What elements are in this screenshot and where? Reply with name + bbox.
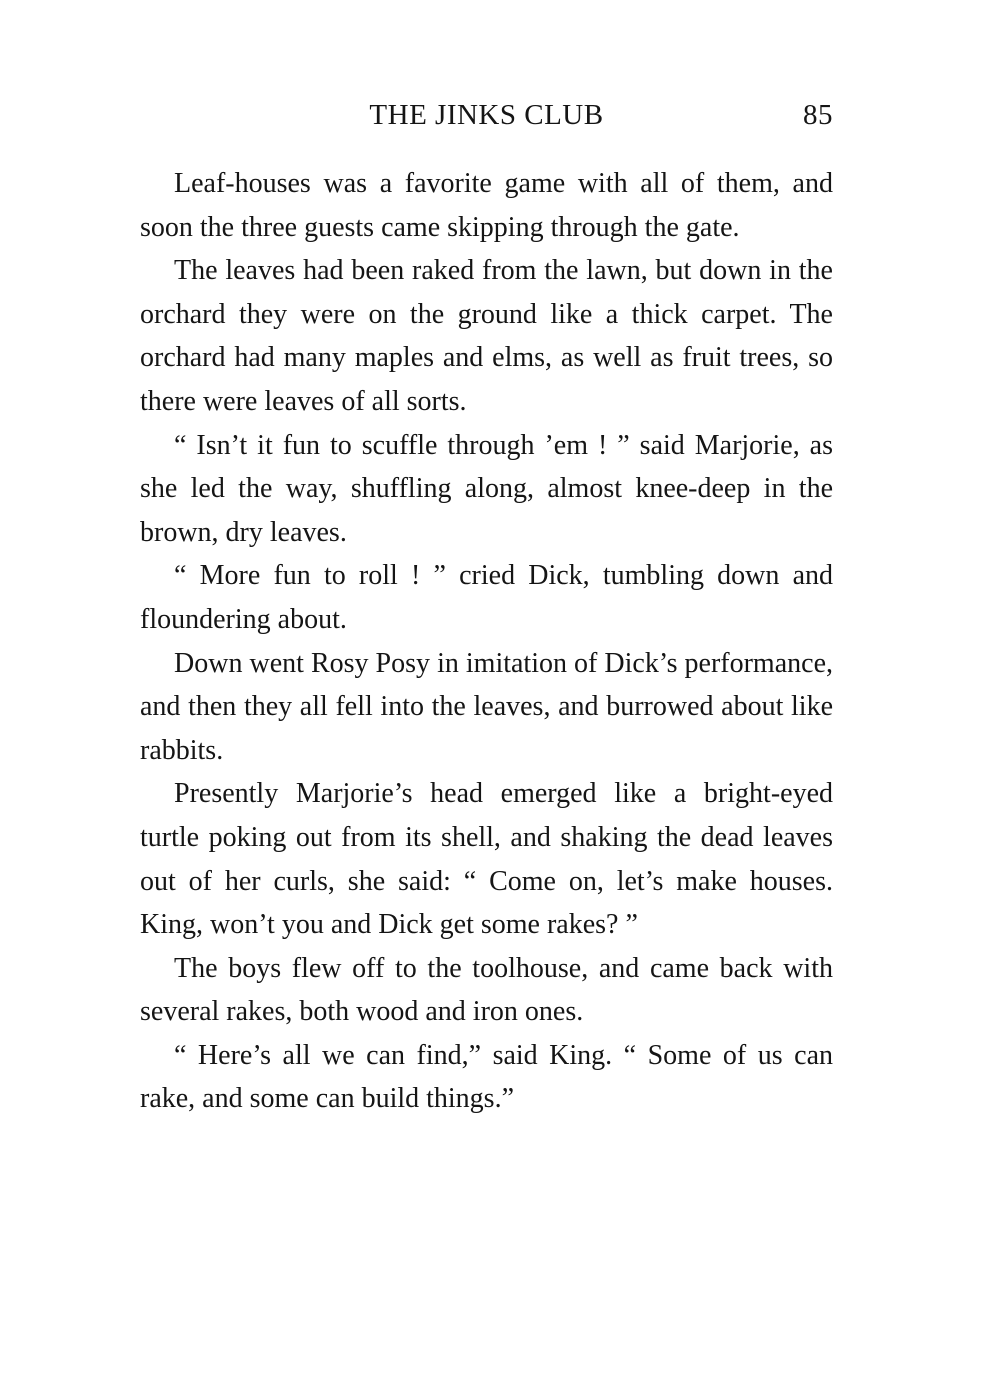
paragraph: “ Here’s all we can find,” said King. “ Some of us can rake, and some can build things.” [140, 1039, 833, 1115]
paragraph: The leaves had been raked from the lawn, but down in the orchard they were on the ground like a thick carpet. The orchard had many maples and elms, as well as fruit trees, so there were leaves of all sorts. [140, 255, 833, 417]
body-text [140, 162, 833, 1121]
running-head [140, 99, 833, 139]
paragraph: Down went Rosy Posy in imitation of Dick’s performance, and then they all fell into the leaves, and burrowed about like rabbits. [140, 647, 833, 766]
paragraph: “ Isn’t it fun to scuffle through ’em ! ” said Marjorie, as she led the way, shuffling along, almost knee-deep in the brown, dry leaves. [140, 429, 833, 548]
paragraph: Presently Marjorie’s head emerged like a bright-eyed turtle poking out from its shell, and shaking the dead leaves out of her curls, she said: “ Come on, let’s make houses. King, won’t you and Dick get some rakes? ” [140, 778, 833, 941]
running-title: THE JINKS CLUB [369, 99, 604, 131]
paragraph: “ More fun to roll ! ” cried Dick, tumbling down and floundering about. [140, 560, 833, 635]
page-number: 85 [803, 99, 833, 131]
paragraph: Leaf-houses was a favorite game with all of them, and soon the three guests came skipping through the gate. [140, 168, 833, 243]
paragraph: The boys flew off to the toolhouse, and came back with several rakes, both wood and iron ones. [140, 952, 833, 1028]
